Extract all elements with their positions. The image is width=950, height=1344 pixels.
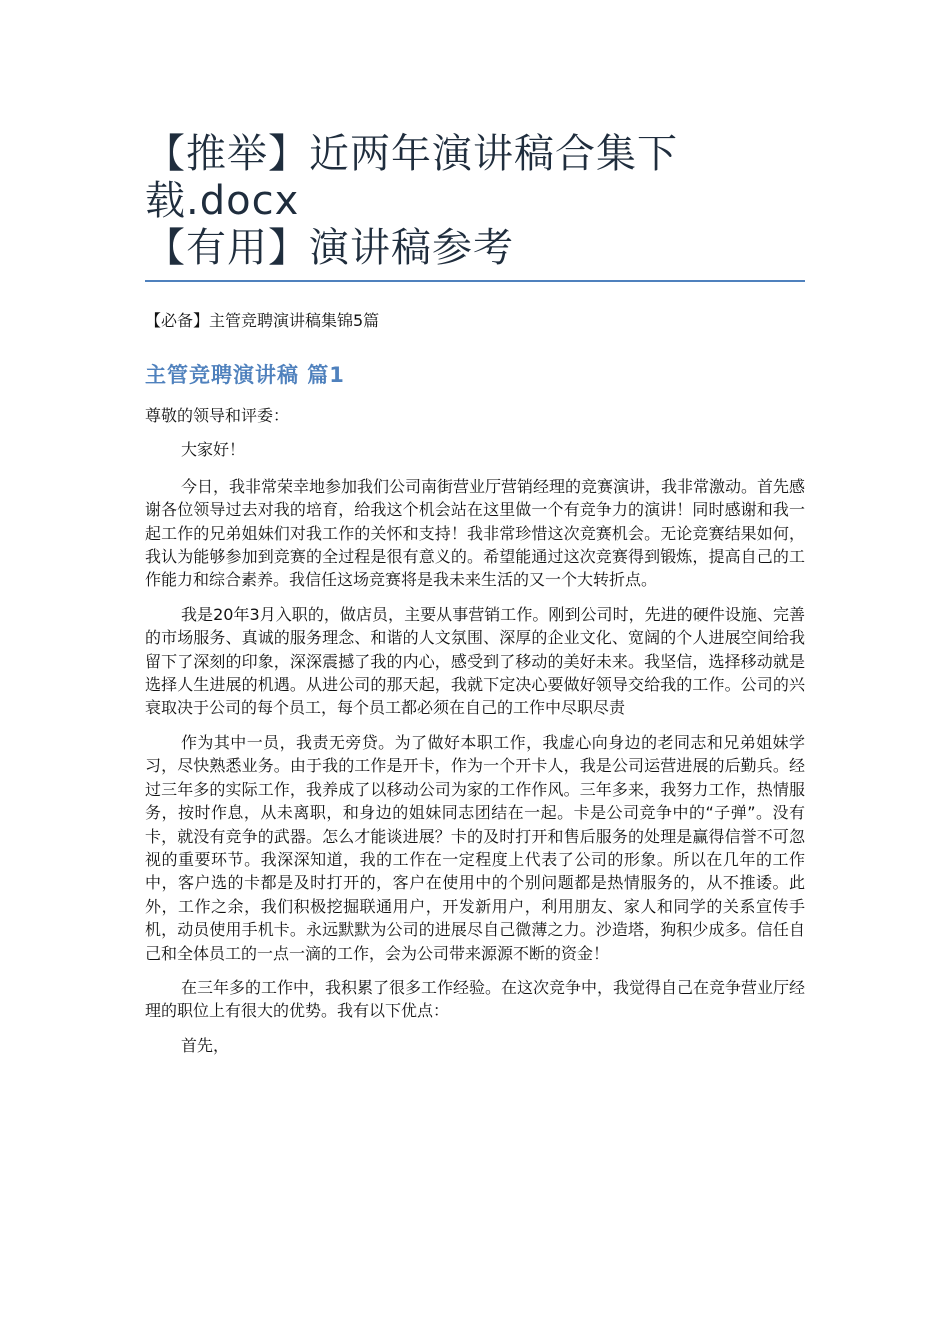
title-line-2: 载.docx: [145, 178, 300, 224]
body-paragraph-3: 作为其中一员，我责无旁贷。为了做好本职工作，我虚心向身边的老同志和兄弟姐妹学习，尽快熟悉业务。由于我的工作是开卡，作为一个开卡人，我是公司运营进展的后勤兵。经过三年多的实际工作，我养成了以移动公司为家的工作作风。三年多来，我努力工作，热情服务，按时作息，从未离职，和身边的姐妹同志团结在一起。卡是公司竞争中的“子弹”。没有卡，就没有竞争的武器。怎么才能谈进展？卡的及时打开和售后服务的处理是赢得信誉不可忽视的重要环节。我深深知道，我的工作在一定程度上代表了公司的形象。所以在几年的工作中，客户选的卡都是及时打开的，客户在使用中的个别问题都是热情服务的，从不推诿。此外，工作之余，我们积极挖掘联通用户，开发新用户，利用朋友、家人和同学的关系宣传手机，动员使用手机卡。永远默默为公司的进展尽自己微薄之力。沙造塔，狗积少成多。信任自己和全体员工的一点一滴的工作，会为公司带来源源不断的资金！: [145, 732, 805, 963]
document-body: [145, 404, 805, 1057]
body-paragraph-5: 首先，: [181, 1035, 230, 1055]
greeting: 大家好！: [181, 440, 246, 460]
document-title: [145, 0, 805, 272]
document-subtitle: 【必备】主管竞聘演讲稿集锦5篇: [145, 311, 380, 330]
body-paragraph-4: 在三年多的工作中，我积累了很多工作经验。在这次竞争中，我觉得自己在竞争营业厅经理的职位上有很大的优势。我有以下优点：: [145, 977, 806, 1021]
document-page: [145, 0, 805, 1068]
title-line-1: 【推举】近两年演讲稿合集下: [145, 131, 678, 177]
body-paragraph-2: 我是20年3月入职的，做店员，主要从事营销工作。刚到公司时，先进的硬件设施、完善的市场服务、真诚的服务理念、和谐的人文氛围、深厚的企业文化、宽阔的个人进展空间给我留下了深刻的印象，深深震撼了我的内心，感受到了移动的美好未来。我坚信，选择移动就是选择人生进展的机遇。从进公司的那天起，我就下定决心要做好领导交给我的工作。公司的兴衰取决于公司的每个员工，每个员工都必须在自己的工作中尽职尽责: [145, 604, 805, 718]
salutation: 尊敬的领导和评委：: [145, 406, 290, 425]
title-line-3: 【有用】演讲稿参考: [145, 225, 514, 271]
section-heading: 主管竞聘演讲稿 篇1: [145, 363, 345, 387]
body-paragraph-1: 今日，我非常荣幸地参加我们公司南街营业厅营销经理的竞赛演讲，我非常激动。首先感谢各位领导过去对我的培育，给我这个机会站在这里做一个有竞争力的演讲！同时感谢和我一起工作的兄弟姐妹们对我工作的关怀和支持！我非常珍惜这次竞赛机会。无论竞赛结果如何，我认为能够参加到竞赛的全过程是很有意义的。希望能通过这次竞赛得到锻炼，提高自己的工作能力和综合素养。我信任这场竞赛将是我未来生活的又一个大转折点。: [145, 476, 806, 590]
title-divider: [145, 280, 805, 282]
